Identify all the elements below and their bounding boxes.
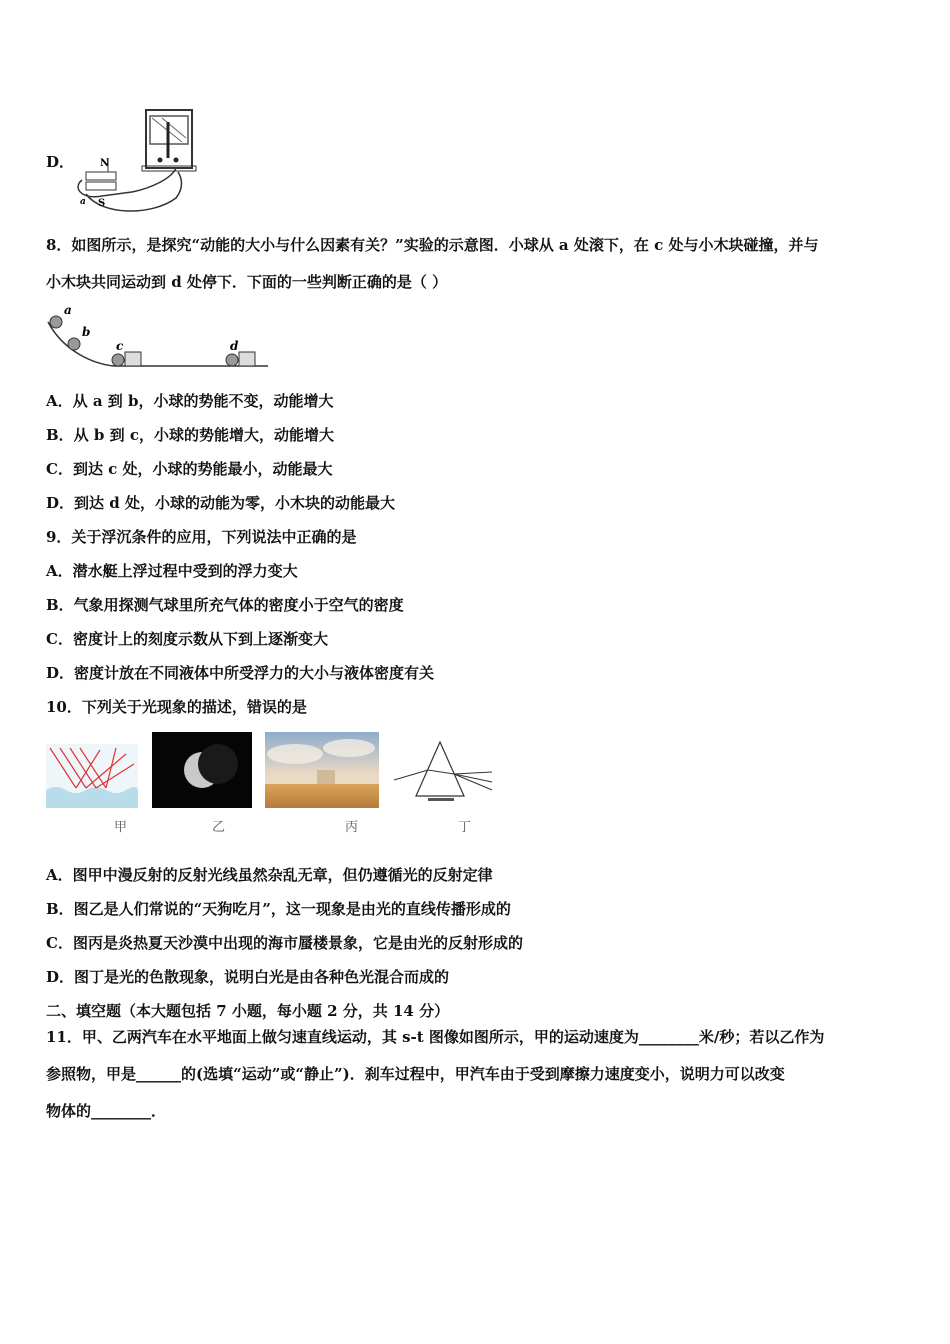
ball-b	[68, 338, 80, 350]
ball-d	[226, 354, 238, 366]
cloud	[323, 739, 375, 757]
q10-option-a: A．图甲中漫反射的反射光线虽然杂乱无章，但仍遵循光的反射定律	[46, 866, 493, 884]
q7-figure-electromagnet-bell	[72, 108, 202, 214]
ball-c	[112, 354, 124, 366]
mirage-building	[317, 770, 335, 786]
q8-option-c: C．到达 c 处，小球的势能最小，动能最大	[46, 460, 333, 478]
figure-jia-diffuse-reflection	[46, 744, 138, 808]
label-c: c	[116, 339, 124, 353]
refracted-light	[428, 770, 454, 774]
terminal	[174, 158, 179, 163]
electromagnet-coil	[86, 172, 116, 180]
q8-figure-ramp	[44, 302, 274, 376]
section-2-title: 二、填空题（本大题包括 7 小题，每小题 2 分，共 14 分）	[46, 1002, 450, 1020]
prism	[416, 742, 464, 796]
q11-line1: 11．甲、乙两汽车在水平地面上做匀速直线运动，其 s-t 图像如图所示，甲的运动速度为________米/秒；若以乙作为	[46, 1028, 825, 1046]
q10-option-d: D．图丁是光的色散现象，说明白光是由各种色光混合而成的	[46, 968, 450, 986]
q8-option-d: D．到达 d 处，小球的动能为零，小木块的动能最大	[46, 494, 395, 512]
prism-base-label	[428, 798, 454, 801]
q9-stem: 9．关于浮沉条件的应用，下列说法中正确的是	[46, 528, 357, 546]
q9-option-d: D．密度计放在不同液体中所受浮力的大小与液体密度有关	[46, 664, 435, 682]
q10-option-c: C．图丙是炎热夏天沙漠中出现的海市蜃楼景象，它是由光的反射形成的	[46, 934, 523, 952]
q8-option-b: B．从 b 到 c，小球的势能增大，动能增大	[46, 426, 334, 444]
q9-option-c: C．密度计上的刻度示数从下到上逐渐变大	[46, 630, 328, 648]
label-a: a	[80, 197, 86, 207]
caption-ding: 丁	[458, 820, 472, 835]
q8-option-a: A．从 a 到 b，小球的势能不变，动能增大	[46, 392, 334, 410]
figure-bing-mirage	[265, 732, 379, 808]
desert-sand	[265, 784, 379, 808]
label-n: N	[100, 158, 110, 169]
q9-option-b: B．气象用探测气球里所充气体的密度小于空气的密度	[46, 596, 404, 614]
label-d: d	[230, 339, 239, 353]
q11-line2: 参照物，甲是______的(选填“运动”或“静止”)．刹车过程中，甲汽车由于受到摩擦力速度变小，说明力可以改变	[46, 1065, 785, 1083]
caption-jia: 甲	[114, 820, 128, 835]
label-b: b	[82, 325, 91, 339]
q10-stem: 10．下列关于光现象的描述，错误的是	[46, 698, 307, 716]
label-s: S	[98, 198, 106, 209]
q9-option-a: A．潜水艇上浮过程中受到的浮力变大	[46, 562, 298, 580]
caption-bing: 丙	[345, 820, 359, 835]
dispersed-ray	[454, 772, 492, 774]
q8-stem-line1: 8．如图所示，是探究“动能的大小与什么因素有关？”实验的示意图．小球从 a 处滚下，在 c 处与小木块碰撞，并与	[46, 236, 819, 254]
electromagnet-coil	[86, 182, 116, 190]
figure-ding-prism-dispersion	[392, 738, 496, 808]
earth-shadow	[198, 744, 238, 784]
incident-light	[394, 770, 428, 780]
caption-yi: 乙	[212, 820, 226, 835]
q7-option-d: D．	[46, 153, 75, 171]
terminal	[158, 158, 163, 163]
figure-yi-lunar-eclipse	[152, 732, 252, 808]
ball-a	[50, 316, 62, 328]
wood-block-d	[239, 352, 255, 366]
dispersed-ray	[454, 774, 492, 782]
wood-block-c	[125, 352, 141, 366]
q10-option-b: B．图乙是人们常说的“天狗吃月”，这一现象是由光的直线传播形成的	[46, 900, 511, 918]
q11-line3: 物体的________．	[46, 1102, 167, 1120]
q8-stem-line2: 小木块共同运动到 d 处停下．下面的一些判断正确的是（ ）	[46, 273, 448, 291]
cloud	[267, 744, 323, 764]
label-a: a	[64, 303, 72, 317]
